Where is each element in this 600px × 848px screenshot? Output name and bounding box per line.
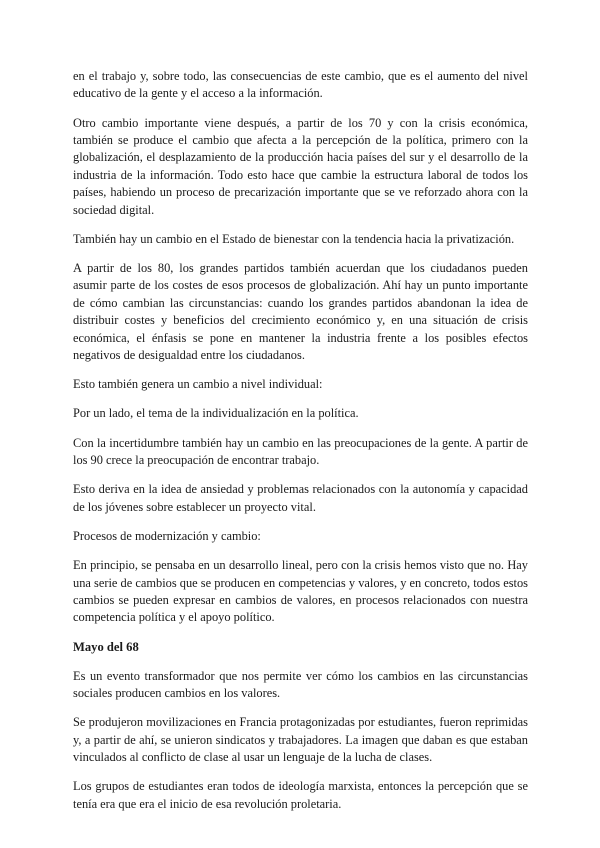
paragraph-individual-change: Esto también genera un cambio a nivel individual: — [73, 377, 323, 392]
paragraph-parties-costs: A partir de los 80, los grandes partidos también acuerdan que los ciudadanos pueden asumir parte de los costes de esos procesos de globalización. Ahí hay un punto importante de cómo cambian las circunstancias: cuando los grandes partidos abandonan la idea de distribuir costes y beneficios del crecimiento económico y, en una situación de crisis económica, el énfasis se pone en mantener la industria frente a los posibles efectos negativos de desigualdad entre los ciudadanos. — [73, 261, 528, 363]
section-heading-mayo-68: Mayo del 68 — [73, 639, 139, 654]
paragraph-marxist-students: Los grupos de estudiantes eran todos de ideología marxista, entonces la percepción que se tenía era que era el inicio de esa revolución proletaria. — [73, 779, 528, 811]
paragraph-welfare-state: También hay un cambio en el Estado de bienestar con la tendencia hacia la privatización. — [73, 231, 515, 246]
paragraph-transformative-event: Es un evento transformador que nos permite ver cómo los cambios en las circunstancias sociales producen cambios en los valores. — [73, 668, 528, 701]
paragraph-uncertainty: Con la incertidumbre también hay un cambio en las preocupaciones de la gente. A partir de los 90 crece la preocupación de encontrar trabajo. — [73, 435, 528, 468]
paragraph-mobilizations: Se produjeron movilizaciones en Francia protagonizadas por estudiantes, fueron reprimidas y, a partir de ahí, se unieron sindicatos y trabajadores. La imagen que daban es que estaban vinculados al conflicto de clase al usar un lenguaje de la lucha de clases. — [73, 715, 528, 765]
paragraph-anxiety: Esto deriva en la idea de ansiedad y problemas relacionados con la autonomía y capacidad de los jóvenes sobre establecer un proyecto vital. — [73, 482, 528, 514]
paragraph-individualization: Por un lado, el tema de la individualización en la política. — [73, 406, 359, 421]
paragraph-values-change: En principio, se pensaba en un desarrollo lineal, pero con la crisis hemos visto que no. Hay una serie de cambios que se producen en competencias y valores, y en concreto, todos estos cambios se pueden expresar en cambios de valores, en procesos relacionados con nuestra competencia política y el apoyo político. — [73, 558, 528, 625]
paragraph-crisis-globalization: Otro cambio importante viene después, a partir de los 70 y con la crisis económica, también se produce el cambio que afecta a la percepción de la política, primero con la globalización, el desplazamiento de la producción hacia países del sur y el desarrollo de la industria de la información. Todo esto hace que cambie la estructura laboral de todos los países, habiendo un proceso de precarización importante que se ve reforzado ahora con la sociedad digital. — [73, 115, 528, 217]
paragraph-education-access: en el trabajo y, sobre todo, las consecuencias de este cambio, que es el aumento del nivel educativo de la gente y el acceso a la información. — [73, 69, 528, 101]
paragraph-modernization-title: Procesos de modernización y cambio: — [73, 528, 261, 543]
